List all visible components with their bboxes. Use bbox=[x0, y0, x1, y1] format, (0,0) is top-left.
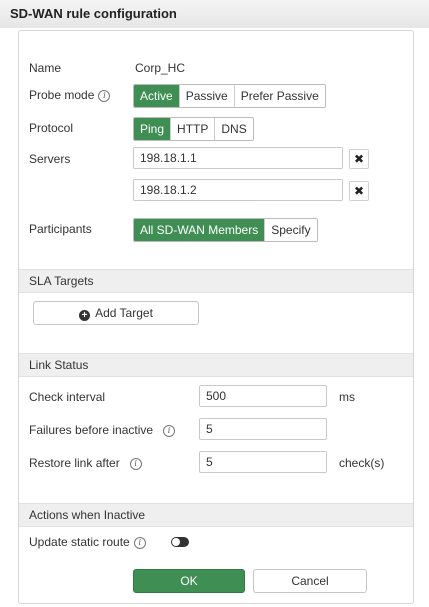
probe-mode-active[interactable]: Active bbox=[134, 85, 180, 107]
restore-unit: check(s) bbox=[339, 456, 385, 470]
update-static-route-label bbox=[29, 535, 146, 549]
info-icon[interactable]: i bbox=[134, 537, 146, 549]
check-interval-label: Check interval bbox=[29, 390, 106, 404]
name-label: Name bbox=[29, 61, 62, 75]
info-icon[interactable]: i bbox=[98, 90, 110, 102]
rule-form-panel bbox=[18, 30, 414, 604]
update-static-route-toggle[interactable] bbox=[171, 537, 189, 547]
remove-server-2-icon[interactable]: ✖ bbox=[349, 181, 369, 201]
failures-input[interactable]: 5 bbox=[199, 418, 327, 440]
participants-label: Participants bbox=[29, 222, 92, 236]
name-value[interactable]: Corp_HC bbox=[135, 61, 186, 75]
link-status-title: Link Status bbox=[29, 358, 89, 372]
servers-label: Servers bbox=[29, 152, 71, 166]
restore-input[interactable]: 5 bbox=[199, 451, 327, 473]
link-status-section bbox=[19, 353, 413, 377]
cancel-button[interactable]: Cancel bbox=[253, 569, 367, 593]
server-input-2[interactable]: 198.18.1.2 bbox=[133, 179, 343, 201]
participants-specify[interactable]: Specify bbox=[265, 219, 316, 241]
failures-label-text: Failures before inactive bbox=[29, 423, 154, 437]
protocol-http[interactable]: HTTP bbox=[171, 118, 215, 140]
failures-label bbox=[29, 423, 175, 437]
check-interval-unit: ms bbox=[339, 390, 355, 404]
sla-targets-title: SLA Targets bbox=[29, 274, 94, 288]
probe-mode-prefer-passive[interactable]: Prefer Passive bbox=[235, 85, 325, 107]
dialog-header bbox=[0, 0, 429, 28]
check-interval-input[interactable]: 500 bbox=[199, 385, 327, 407]
update-static-route-text: Update static route bbox=[29, 535, 130, 549]
ok-button[interactable]: OK bbox=[133, 569, 245, 593]
info-icon[interactable]: i bbox=[130, 458, 142, 470]
participants-selector bbox=[133, 218, 318, 242]
protocol-dns[interactable]: DNS bbox=[215, 118, 252, 140]
actions-inactive-title: Actions when Inactive bbox=[29, 508, 146, 522]
probe-mode-passive[interactable]: Passive bbox=[180, 85, 235, 107]
dialog-title: SD-WAN rule configuration bbox=[10, 6, 177, 21]
add-target-button[interactable] bbox=[33, 301, 199, 325]
probe-mode-label-text: Probe mode bbox=[29, 88, 95, 102]
add-target-label: Add Target bbox=[95, 306, 153, 320]
plus-icon: + bbox=[79, 310, 90, 321]
probe-mode-label bbox=[29, 88, 110, 102]
info-icon[interactable]: i bbox=[163, 425, 175, 437]
probe-mode-selector bbox=[133, 84, 326, 108]
protocol-selector bbox=[133, 117, 254, 141]
actions-inactive-section bbox=[19, 503, 413, 527]
protocol-ping[interactable]: Ping bbox=[134, 118, 171, 140]
server-input-1[interactable]: 198.18.1.1 bbox=[133, 147, 343, 169]
protocol-label: Protocol bbox=[29, 121, 74, 135]
restore-label bbox=[29, 456, 142, 470]
restore-label-text: Restore link after bbox=[29, 456, 120, 470]
remove-server-1-icon[interactable]: ✖ bbox=[349, 149, 369, 169]
participants-all-members[interactable]: All SD-WAN Members bbox=[134, 219, 265, 241]
sla-targets-section bbox=[19, 269, 413, 293]
